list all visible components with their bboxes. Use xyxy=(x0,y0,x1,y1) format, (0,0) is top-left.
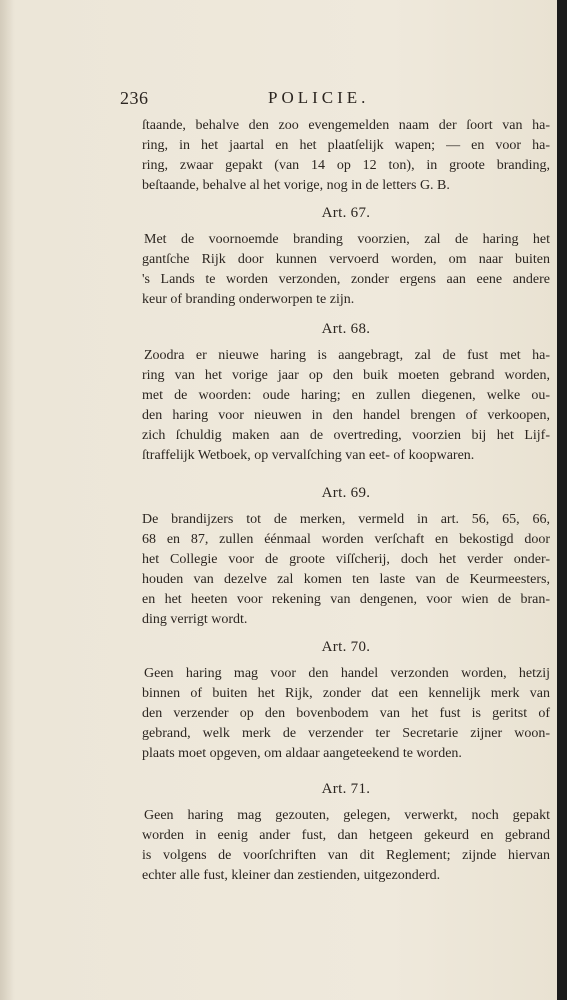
text-line: worden in eenig ander fust, dan hetgeen gekeurd en gebrand xyxy=(142,828,550,843)
page-header xyxy=(120,88,540,112)
main-text xyxy=(142,116,550,886)
text-line: ſtraffelijk Wetboek, op vervalſching van eet- of koopwaren. xyxy=(142,448,475,463)
text-line: Geen haring mag voor den handel verzonden worden, hetzij xyxy=(144,666,550,681)
page-gutter-shadow xyxy=(0,0,14,1000)
article-heading-68: Art. 68. xyxy=(321,321,371,337)
text-line: den haring voor nieuwen in den handel brengen of verkoopen, xyxy=(142,408,550,423)
text-line: keur of branding onderworpen te zijn. xyxy=(142,292,355,307)
article-heading-67: Art. 67. xyxy=(321,205,371,221)
text-line: 's Lands te worden verzonden, zonder ergens aan eene andere xyxy=(142,272,550,287)
page-number: 236 xyxy=(120,88,149,108)
text-line: ſtaande, behalve den zoo evengemelden naam der ſoort van ha- xyxy=(142,118,550,133)
running-title: POLICIE. xyxy=(268,88,370,107)
text-line: het Collegie voor de groote viſſcherij, doch het verder onder- xyxy=(142,552,550,567)
article-heading-71: Art. 71. xyxy=(321,781,371,797)
text-line: ring, zwaar gepakt (van 14 op 12 ton), in groote branding, xyxy=(142,158,550,173)
text-line: 68 en 87, zullen éénmaal worden verſchaft en bekostigd door xyxy=(142,532,550,547)
text-line: en het heeten voor rekening van dengenen, voor wien de bran- xyxy=(142,592,550,607)
text-line: Zoodra er nieuwe haring is aangebragt, zal de fust met ha- xyxy=(144,348,550,363)
text-line: gebrand, welk merk de verzender ter Secretarie zijner woon- xyxy=(142,726,550,741)
text-line: den verzender op den bovenbodem van het fust is geritst of xyxy=(142,706,550,721)
text-line: houden van dezelve zal komen ten laste van de Keurmeesters, xyxy=(142,572,550,587)
text-line: binnen of buiten het Rijk, zonder dat een kennelijk merk van xyxy=(142,686,550,701)
text-line: ring, in het jaartal en het plaatſelijk wapen; — en voor ha- xyxy=(142,138,550,153)
text-line: is volgens de voorſchriften van dit Reglement; zijnde hiervan xyxy=(142,848,550,863)
text-line: beſtaande, behalve al het vorige, nog in de letters G. B. xyxy=(142,178,450,193)
text-line: ring van het vorige jaar op den buik moeten gebrand worden, xyxy=(142,368,550,383)
text-line: zich ſchuldig maken aan de overtreding, voorzien bij het Lijf- xyxy=(142,428,550,443)
text-line: ding verrigt wordt. xyxy=(142,612,248,627)
text-line: Met de voornoemde branding voorzien, zal de haring het xyxy=(144,232,550,247)
article-heading-69: Art. 69. xyxy=(321,485,371,501)
text-line: met de woorden: oude haring; en zullen diegenen, welke ou- xyxy=(142,388,550,403)
text-line: plaats moet opgeven, om aldaar aangeteekend te worden. xyxy=(142,746,462,761)
text-line: gantſche Rijk door kunnen vervoerd worden, om naar buiten xyxy=(142,252,550,267)
text-line: Geen haring mag gezouten, gelegen, verwerkt, noch gepakt xyxy=(144,808,550,823)
article-heading-70: Art. 70. xyxy=(321,639,371,655)
text-line: echter alle fust, kleiner dan zestienden, uitgezonderd. xyxy=(142,868,441,883)
text-line: De brandijzers tot de merken, vermeld in art. 56, 65, 66, xyxy=(142,512,550,527)
